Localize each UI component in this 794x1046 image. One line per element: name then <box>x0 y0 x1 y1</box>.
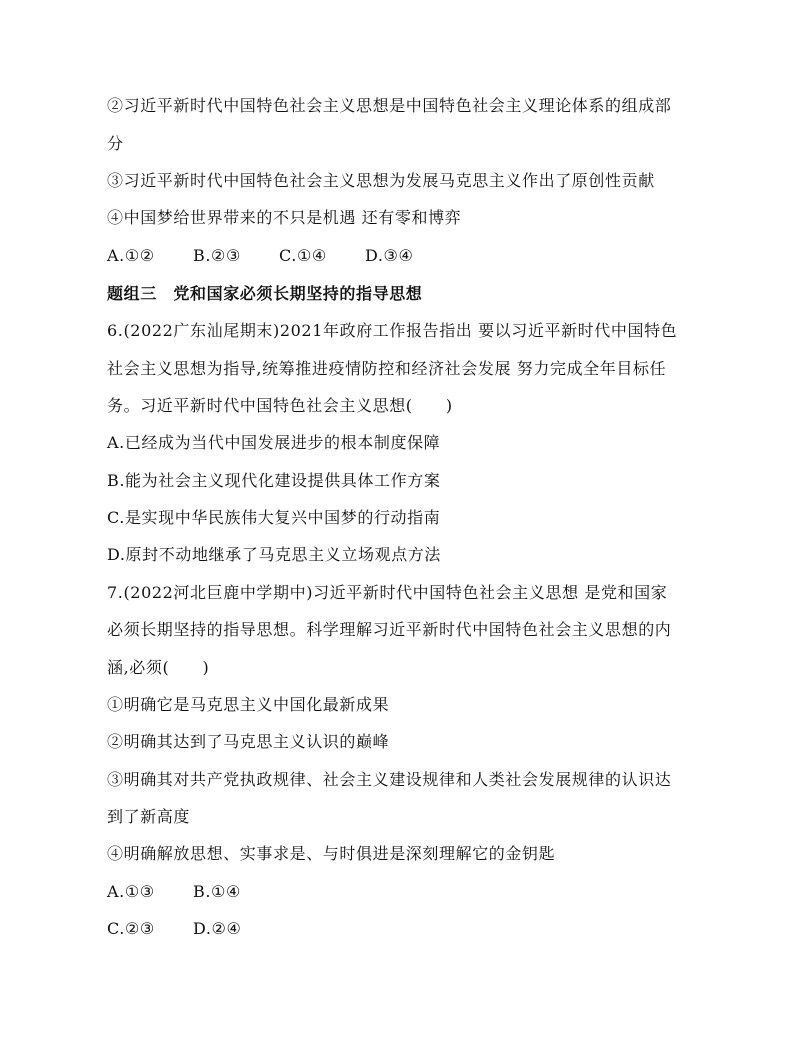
q7-stem-line-3: 涵,必须( ) <box>107 658 210 677</box>
q5-option-d[interactable]: D.③④ <box>365 246 414 265</box>
q6-option-b[interactable]: B.能为社会主义现代化建设提供具体工作方案 <box>107 471 441 490</box>
q6-stem-line-3: 务。习近平新时代中国特色社会主义思想( ) <box>107 396 453 415</box>
q6-stem-line-1: 6.(2022广东汕尾期末)2021年政府工作报告指出 要以习近平新时代中国特色 <box>107 321 678 340</box>
q5-option-c[interactable]: C.①④ <box>279 246 327 265</box>
q7-options-row-1 <box>107 882 241 902</box>
q7-statement-4: ④明确解放思想、实事求是、与时俱进是深刻理解它的金钥匙 <box>107 844 556 863</box>
q7-stem-line-2: 必须长期坚持的指导思想。科学理解习近平新时代中国特色社会主义思想的内 <box>107 620 672 639</box>
q5-statement-4: ④中国梦给世界带来的不只是机遇 还有零和博弈 <box>107 208 462 227</box>
q7-options-row-2 <box>107 919 241 939</box>
q7-option-b[interactable]: B.①④ <box>193 882 241 901</box>
q5-option-b[interactable]: B.②③ <box>193 246 241 265</box>
q7-stem-line-1: 7.(2022河北巨鹿中学期中)习近平新时代中国特色社会主义思想 是党和国家 <box>107 583 668 602</box>
q7-option-a[interactable]: A.①③ <box>107 882 155 901</box>
q5-statement-2-cont: 分 <box>107 134 124 153</box>
q5-options <box>107 246 413 266</box>
q5-statement-3: ③习近平新时代中国特色社会主义思想为发展马克思主义作出了原创性贡献 <box>107 171 655 190</box>
q6-option-d[interactable]: D.原封不动地继承了马克思主义立场观点方法 <box>107 545 441 564</box>
q6-option-a[interactable]: A.已经成为当代中国发展进步的根本制度保障 <box>107 433 441 452</box>
q7-statement-3: ③明确其对共产党执政规律、社会主义建设规律和人类社会发展规律的认识达 <box>107 770 672 789</box>
q6-option-c[interactable]: C.是实现中华民族伟大复兴中国梦的行动指南 <box>107 508 441 527</box>
section-heading: 题组三 党和国家必须长期坚持的指导思想 <box>107 284 423 303</box>
q7-statement-2: ②明确其达到了马克思主义认识的巅峰 <box>107 732 390 751</box>
q5-statement-2: ②习近平新时代中国特色社会主义思想是中国特色社会主义理论体系的组成部 <box>107 96 672 115</box>
q7-statement-1: ①明确它是马克思主义中国化最新成果 <box>107 695 390 714</box>
q5-option-a[interactable]: A.①② <box>107 246 155 265</box>
q6-stem-line-2: 社会主义思想为指导,统筹推进疫情防控和经济社会发展 努力完成全年目标任 <box>107 359 667 378</box>
q7-statement-3-cont: 到了新高度 <box>107 807 191 826</box>
q7-option-c[interactable]: C.②③ <box>107 919 155 938</box>
q7-option-d[interactable]: D.②④ <box>193 919 242 938</box>
